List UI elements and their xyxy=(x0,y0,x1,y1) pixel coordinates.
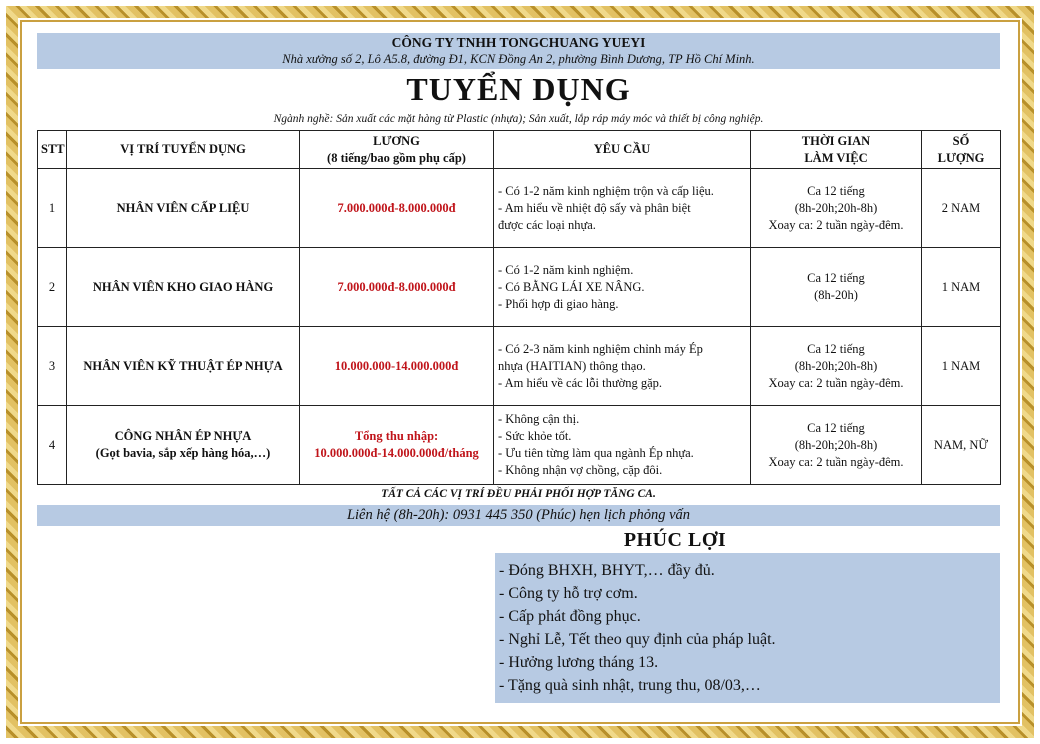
req-line: - Ưu tiên từng làm qua ngành Ép nhựa. xyxy=(498,446,694,460)
req-line: - Am hiểu về các lỗi thường gặp. xyxy=(498,375,663,390)
time-line: Ca 12 tiếng xyxy=(807,341,865,356)
req-line: - Có 2-3 năm kinh nghiệm chỉnh máy Ép xyxy=(498,341,703,356)
time-line: (8h-20h;20h-8h) xyxy=(794,200,878,215)
req-line: - Có BẰNG LÁI XE NÂNG. xyxy=(498,279,645,294)
header-qty-line1: SỐ xyxy=(952,133,970,148)
header-qty-line2: LƯỢNG xyxy=(937,150,985,165)
row-requirements xyxy=(494,327,751,406)
table-row xyxy=(38,169,1001,248)
row-requirements xyxy=(494,406,751,485)
table-header-row xyxy=(38,131,1001,169)
time-line: Xoay ca: 2 tuần ngày-đêm. xyxy=(768,217,904,232)
time-line: Ca 12 tiếng xyxy=(807,271,865,285)
time-line: (8h-20h) xyxy=(814,288,858,302)
benefit-item: - Công ty hỗ trợ cơm. xyxy=(499,585,638,602)
row-salary xyxy=(300,406,494,485)
row-quantity: NAM, NỮ xyxy=(922,406,1001,485)
row-salary: 10.000.000-14.000.000đ xyxy=(300,327,494,406)
req-line: - Sức khỏe tốt. xyxy=(498,429,572,443)
benefit-item: - Hưởng lương tháng 13. xyxy=(499,654,659,671)
header-requirements: YÊU CẦU xyxy=(494,131,751,169)
req-line: - Có 1-2 năm kinh nghiệm. xyxy=(498,262,634,277)
time-line: Ca 12 tiếng xyxy=(807,420,865,435)
row-work-time xyxy=(751,248,922,327)
overtime-note: TẤT CẢ CÁC VỊ TRÍ ĐỀU PHẢI PHỐI HỢP TĂNG CA. xyxy=(381,488,656,500)
row-stt: 2 xyxy=(38,248,67,327)
row-requirements xyxy=(494,169,751,248)
header-time-line1: THỜI GIAN xyxy=(801,133,871,148)
req-line: - Không cận thị. xyxy=(498,412,580,426)
req-line: - Có 1-2 năm kinh nghiệm trộn và cấp liệu. xyxy=(498,183,714,198)
req-line: nhựa (HAITIAN) thông thạo. xyxy=(498,358,646,373)
jobs-table xyxy=(37,130,1001,485)
row-stt: 4 xyxy=(38,406,67,485)
contact-line: Liên hệ (8h-20h): 0931 445 350 (Phúc) hẹn lịch phỏng vấn xyxy=(37,505,1000,526)
req-line: - Không nhận vợ chồng, cặp đôi. xyxy=(498,463,663,477)
row-salary: 7.000.000đ-8.000.000đ xyxy=(300,248,494,327)
benefits-title: PHÚC LỢI xyxy=(623,529,727,551)
salary-value: 10.000.000đ-14.000.000đ/tháng xyxy=(314,446,479,460)
header-salary-line1: LƯƠNG xyxy=(373,133,420,148)
benefit-item: - Tặng quà sinh nhật, trung thu, 08/03,… xyxy=(499,677,761,694)
page-title: TUYỂN DỤNG xyxy=(406,71,631,107)
table-row xyxy=(38,406,1001,485)
time-line: (8h-20h;20h-8h) xyxy=(794,437,878,452)
benefits-box xyxy=(495,553,1000,703)
company-name: CÔNG TY TNHH TONGCHUANG YUEYI xyxy=(391,35,646,50)
header-time xyxy=(751,131,922,169)
benefit-item: - Đóng BHXH, BHYT,… đầy đủ. xyxy=(499,562,715,579)
table-row xyxy=(38,248,1001,327)
time-line: Xoay ca: 2 tuần ngày-đêm. xyxy=(768,454,904,469)
row-position: NHÂN VIÊN KỸ THUẬT ÉP NHỰA xyxy=(67,327,300,406)
industry-line: Ngành nghề: Sản xuất các mặt hàng từ Plastic (nhựa); Sản xuất, lắp ráp máy móc và thiết bị công nghiệp. xyxy=(273,113,764,125)
row-quantity: 1 NAM xyxy=(922,327,1001,406)
time-line: (8h-20h;20h-8h) xyxy=(794,358,878,373)
company-header xyxy=(37,33,1000,69)
header-position: VỊ TRÍ TUYỂN DỤNG xyxy=(67,131,300,169)
header-salary xyxy=(300,131,494,169)
row-requirements xyxy=(494,248,751,327)
benefit-item: - Nghỉ Lễ, Tết theo quy định của pháp luật. xyxy=(499,631,776,648)
row-stt: 3 xyxy=(38,327,67,406)
req-line: được các loại nhựa. xyxy=(498,217,596,232)
position-title: CÔNG NHÂN ÉP NHỰA xyxy=(114,429,252,443)
header-salary-line2: (8 tiếng/bao gồm phụ cấp) xyxy=(327,150,466,165)
req-line: - Phối hợp đi giao hàng. xyxy=(498,296,619,311)
row-position: NHÂN VIÊN KHO GIAO HÀNG xyxy=(67,248,300,327)
row-position xyxy=(67,406,300,485)
company-address: Nhà xưởng số 2, Lô A5.8, đường Đ1, KCN Đồng An 2, phường Bình Dương, TP Hồ Chí Minh. xyxy=(282,52,755,66)
row-work-time xyxy=(751,169,922,248)
row-quantity: 2 NAM xyxy=(922,169,1001,248)
row-quantity: 1 NAM xyxy=(922,248,1001,327)
salary-label: Tổng thu nhập: xyxy=(354,429,439,443)
row-work-time xyxy=(751,406,922,485)
position-subtitle: (Gọt bavia, sắp xếp hàng hóa,…) xyxy=(95,446,271,460)
header-time-line2: LÀM VIỆC xyxy=(804,150,868,165)
time-line: Ca 12 tiếng xyxy=(807,183,865,198)
row-stt: 1 xyxy=(38,169,67,248)
table-row xyxy=(38,327,1001,406)
header-quantity xyxy=(922,131,1001,169)
benefit-item: - Cấp phát đồng phục. xyxy=(499,608,641,625)
row-position: NHÂN VIÊN CẤP LIỆU xyxy=(67,169,300,248)
req-line: - Am hiểu về nhiệt độ sấy và phân biệt xyxy=(498,200,691,215)
time-line: Xoay ca: 2 tuần ngày-đêm. xyxy=(768,375,904,390)
row-salary: 7.000.000đ-8.000.000đ xyxy=(300,169,494,248)
header-stt: STT xyxy=(38,131,67,169)
row-work-time xyxy=(751,327,922,406)
